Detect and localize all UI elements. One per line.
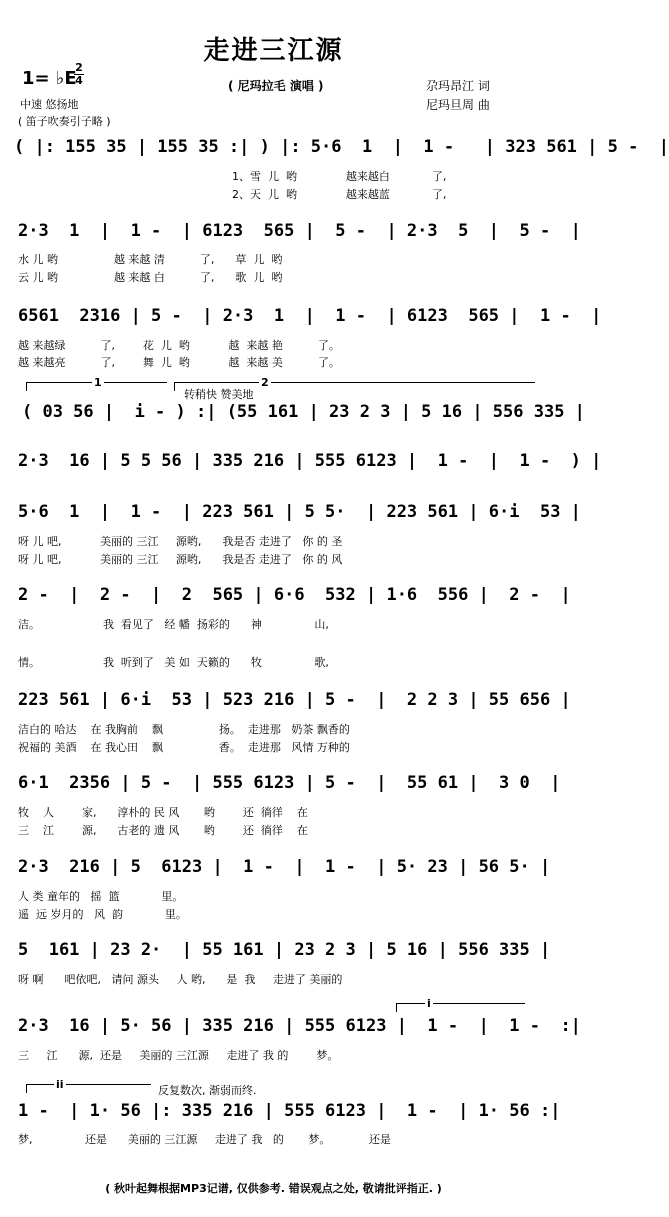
volta-ii-label: ii (56, 1078, 64, 1091)
lyric-line-2b: 云 儿 哟 越 来越 白 了, 歌 儿 哟 (18, 271, 283, 284)
repeat-note: 反复数次, 渐弱而终. (158, 1084, 257, 1097)
score-line-13: 1 - | 1· 56 |: 335 216 | 555 6123 | 1 - | 1· 56 :| (18, 1101, 561, 1121)
lyric-line-13: 梦, 还是 美丽的 三江源 走进了 我 的 梦。 还是 (18, 1133, 391, 1146)
singer-credit: ( 尼玛拉毛 演唱 ) (228, 79, 324, 93)
lyric-line-3a: 越 来越绿 了, 花 儿 哟 越 来越 艳 了。 (18, 339, 340, 352)
lyric-line-6b: 呀 儿 吧, 美丽的 三江 源哟, 我是否 走进了 你 的 风 (18, 553, 343, 566)
meter-top: 2 (75, 61, 83, 74)
score-line-1: ( |: 155 35 | 155 35 :| ) |: 5·6 1 | 1 - | 323 561 | 5 - | (14, 137, 669, 157)
score-line-5: 2·3 16 | 5 5 56 | 335 216 | 555 6123 | 1 - | 1 - ) | (18, 451, 602, 471)
lyric-line-10b: 遥 远 岁月的 风 韵 里。 (18, 908, 187, 921)
lyric-line-11: 呀 啊 吧依吧, 请问 源头 人 哟, 是 我 走进了 美丽的 (18, 973, 343, 986)
lyric-line-6a: 呀 儿 吧, 美丽的 三江 源哟, 我是否 走进了 你 的 圣 (18, 535, 343, 548)
lyric-line-10a: 人 类 童年的 摇 篮 里。 (18, 890, 184, 903)
footer-note: ( 秋叶起舞根据MP3记谱, 仅供参考. 错误观点之处, 敬请批评指正. ) (105, 1182, 442, 1195)
lyric-line-9b: 三 江 源, 古老的 遗 风 哟 还 徜徉 在 (18, 824, 308, 837)
meter-bottom: 4 (75, 74, 83, 87)
lyric-line-8a: 洁白的 哈达 在 我胸前 飘 扬。 走进那 奶茶 飘香的 (18, 723, 350, 736)
lyric-line-1a: 1、雪 儿 哟 越来越白 了, (232, 170, 447, 183)
score-line-2: 2·3 1 | 1 - | 6123 565 | 5 - | 2·3 5 | 5 - | (18, 221, 581, 241)
volta-i-label: i (427, 997, 431, 1010)
volta-2-label: 2 (261, 376, 269, 389)
score-line-6: 5·6 1 | 1 - | 223 561 | 5 5· | 223 561 | 6·i 53 | (18, 502, 581, 522)
time-signature (74, 63, 84, 86)
score-line-10: 2·3 216 | 5 6123 | 1 - | 1 - | 5· 23 | 56 5· | (18, 857, 551, 877)
composer-credit: 尼玛旦周 曲 (426, 98, 490, 112)
tempo-change: 转稍快 赞美地 (184, 388, 254, 401)
song-title: 走进三江源 (203, 36, 344, 66)
lyric-line-7a: 洁。 我 看见了 经 幡 扬彩的 神 山, (18, 618, 329, 631)
score-line-7: 2 - | 2 - | 2 565 | 6·6 532 | 1·6 556 | 2 - | (18, 585, 571, 605)
lyricist-credit: 尕玛昂江 词 (426, 79, 490, 93)
score-line-4: ( 03 56 | i - ) :| (55 161 | 23 2 3 | 5 16 | 556 335 | (22, 402, 585, 422)
tempo-marking: 中速 悠扬地 (20, 98, 79, 111)
lyric-line-1b: 2、天 儿 哟 越来越蓝 了, (232, 188, 447, 201)
volta-bracket-ii (26, 1084, 151, 1093)
lyric-line-8b: 祝福的 美酒 在 我心田 飘 香。 走进那 风情 万种的 (18, 741, 350, 754)
score-line-8: 223 561 | 6·i 53 | 523 216 | 5 - | 2 2 3 | 55 656 | (18, 690, 571, 710)
key-signature: 1= ♭E (22, 68, 77, 89)
lyric-line-12: 三 江 源, 还是 美丽的 三江源 走进了 我 的 梦。 (18, 1049, 339, 1062)
lyric-line-2a: 水 儿 哟 越 来越 清 了, 草 儿 哟 (18, 253, 283, 266)
intro-note: ( 笛子吹奏引子略 ) (18, 115, 111, 128)
volta-bracket-i (396, 1003, 525, 1012)
lyric-line-7b: 情。 我 听到了 美 如 天籁的 牧 歌, (18, 656, 329, 669)
score-line-12: 2·3 16 | 5· 56 | 335 216 | 555 6123 | 1 - | 1 - :| (18, 1016, 581, 1036)
score-line-11: 5 161 | 23 2· | 55 161 | 23 2 3 | 5 16 | 556 335 | (18, 940, 551, 960)
lyric-line-3b: 越 来越亮 了, 舞 儿 哟 越 来越 美 了。 (18, 356, 340, 369)
score-line-3: 6561 2316 | 5 - | 2·3 1 | 1 - | 6123 565 | 1 - | (18, 306, 602, 326)
volta-1-label: 1 (94, 376, 102, 389)
lyric-line-9a: 牧 人 家, 淳朴的 民 风 哟 还 徜徉 在 (18, 806, 308, 819)
score-line-9: 6·1 2356 | 5 - | 555 6123 | 5 - | 55 61 | 3 0 | (18, 773, 561, 793)
